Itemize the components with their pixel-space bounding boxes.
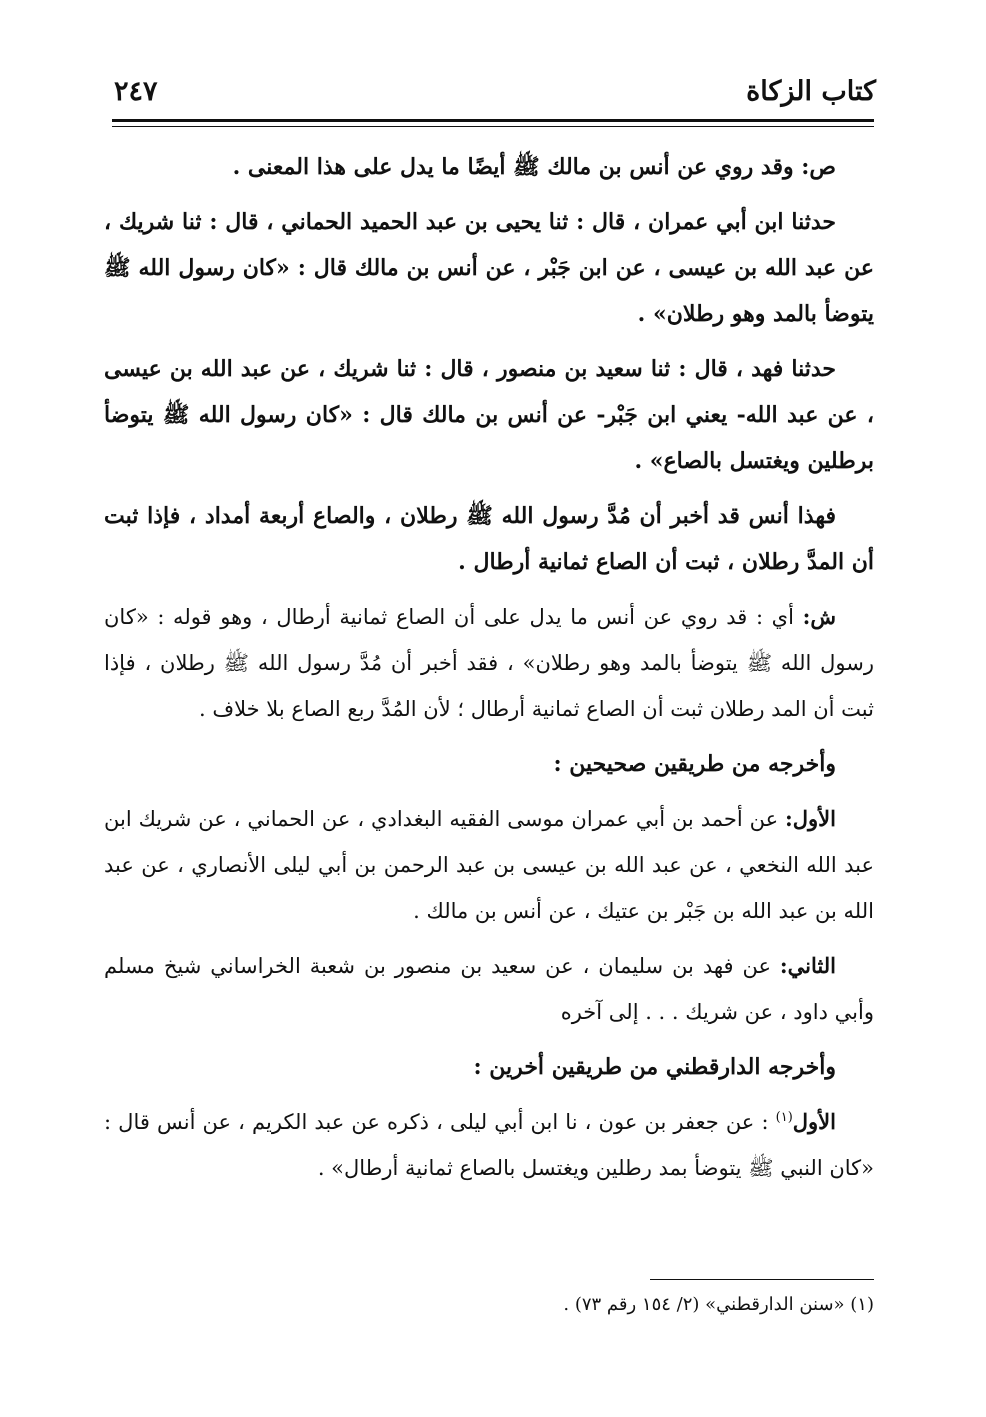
paragraph-lead: الثاني: [779, 953, 836, 978]
paragraph-text: وأخرجه من طريقين صحيحين : [553, 751, 836, 777]
paragraph-text: عن فهد بن سليمان ، عن سعيد بن منصور بن شعبة الخراساني شيخ مسلم وأبي داود ، عن شريك . . . إلى آخره [104, 954, 874, 1024]
footnote: (١) «سنن الدارقطني» (٢/ ١٥٤ رقم ٧٣) . [563, 1294, 874, 1315]
footnote-rule [650, 1279, 874, 1280]
paragraph-6 [104, 741, 874, 787]
paragraph-text: حدثنا فهد ، قال : ثنا سعيد بن منصور ، قال : ثنا شريك ، عن عبد الله بن عيسى ، عن عبد الله- يعني ابن جَبْر- عن أنس بن مالك قال : «كان رسول الله ﷺ يتوضأ برطلين ويغتسل بالصاع» . [104, 356, 874, 474]
header-rule-thin [112, 126, 874, 127]
paragraph-3 [104, 346, 874, 484]
paragraph-lead: ش: [802, 604, 836, 629]
paragraph-lead: ص: [801, 154, 836, 180]
paragraph-text: أي : قد روي عن أنس ما يدل على أن الصاع ثمانية أرطال ، وهو قوله : «كان رسول الله ﷺ يتوضأ بالمد وهو رطلان» ، فقد أخبر أن مُدَّ رسول الله ﷺ رطلان ، فإذا ثبت أن المد رطلان ثبت أن الصاع ثمانية أرطال ؛ لأن المُدَّ ربع الصاع بلا خلاف . [104, 605, 874, 721]
paragraph-4 [104, 493, 874, 585]
paragraph-text: وأخرجه الدارقطني من طريقين أخرين : [473, 1054, 836, 1080]
paragraph-1 [104, 144, 874, 190]
paragraph-7 [104, 796, 874, 934]
paragraph-text: وقد روي عن أنس بن مالك ﷺ أيضًا ما يدل على هذا المعنى . [232, 154, 802, 180]
paragraph-lead: الأول: [785, 806, 836, 831]
paragraph-lead: الأول [792, 1109, 836, 1134]
paragraph-text: حدثنا ابن أبي عمران ، قال : ثنا يحيى بن عبد الحميد الحماني ، قال : ثنا شريك ، عن عبد الله بن عيسى ، عن ابن جَبْر ، عن أنس بن مالك قال : «كان رسول الله ﷺ يتوضأ بالمد وهو رطلان» . [104, 209, 874, 327]
paragraph-text: فهذا أنس قد أخبر أن مُدَّ رسول الله ﷺ رطلان ، والصاع أربعة أمداد ، فإذا ثبت أن المدَّ رطلان ، ثبت أن الصاع ثمانية أرطال . [104, 503, 874, 575]
paragraph-text: : عن جعفر بن عون ، نا ابن أبي ليلى ، ذكره عن عبد الكريم ، عن أنس قال : «كان النبي ﷺ يتوضأ بمد رطلين ويغتسل بالصاع ثمانية أرطال» . [104, 1110, 874, 1180]
footnote-marker: (١) [775, 1110, 793, 1125]
header-rule-thick [112, 119, 874, 122]
page-body [104, 144, 874, 1200]
paragraph-9 [104, 1044, 874, 1090]
paragraph-8 [104, 943, 874, 1035]
paragraph-5 [104, 594, 874, 732]
chapter-title: كتاب الزكاة [746, 76, 876, 107]
page-header [110, 70, 876, 120]
paragraph-2 [104, 199, 874, 337]
paragraph-10 [104, 1099, 874, 1191]
page-number: ٢٤٧ [114, 76, 158, 107]
paragraph-text: عن أحمد بن أبي عمران موسى الفقيه البغدادي ، عن الحماني ، عن شريك ابن عبد الله النخعي ، عن عبد الله بن عيسى بن عبد الرحمن بن أبي ليلى الأنصاري ، عن عبد الله بن عبد الله بن جَبْر بن عتيك ، عن أنس بن مالك . [104, 807, 874, 923]
